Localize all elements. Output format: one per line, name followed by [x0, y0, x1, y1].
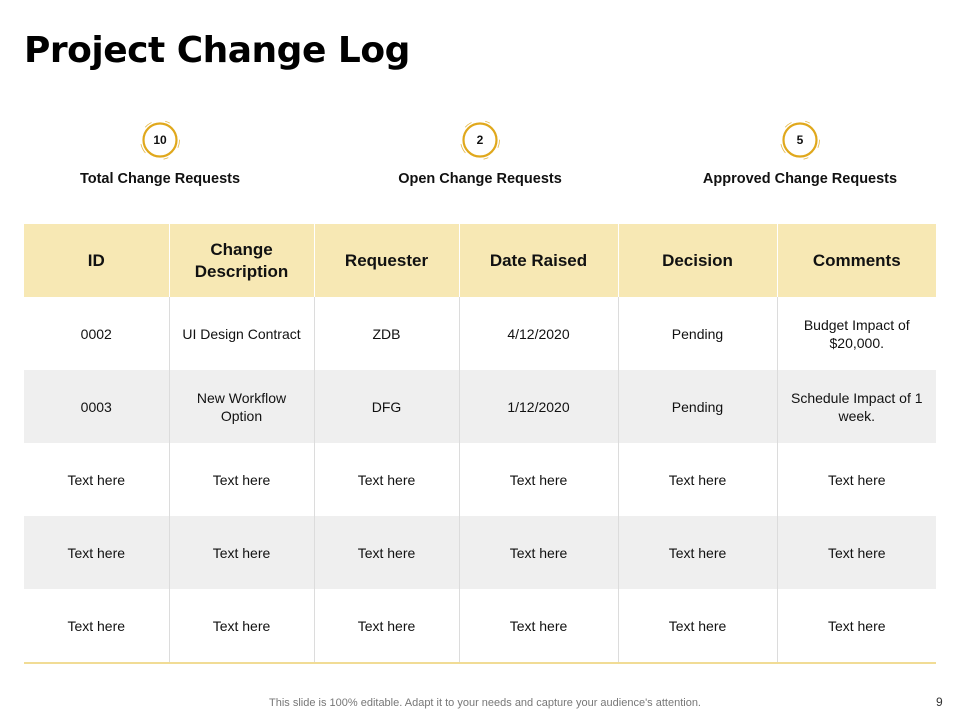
- table-cell: 0002: [24, 297, 169, 370]
- table-cell: 4/12/2020: [459, 297, 618, 370]
- circle-badge-icon: [778, 118, 822, 162]
- footer-note: This slide is 100% editable. Adapt it to your needs and capture your audience's attention.: [269, 697, 701, 709]
- table-cell: Text here: [618, 443, 777, 516]
- column-header-change-description: Change Description: [169, 224, 314, 297]
- table-cell: UI Design Contract: [169, 297, 314, 370]
- table-cell: ZDB: [314, 297, 459, 370]
- table-cell: Budget Impact of $20,000.: [777, 297, 936, 370]
- table-cell: Text here: [459, 516, 618, 589]
- table-cell: Text here: [24, 589, 169, 663]
- table-cell: Text here: [169, 443, 314, 516]
- table-cell: Text here: [314, 589, 459, 663]
- stat-total-change-requests: [0, 118, 320, 187]
- table-cell: Text here: [777, 516, 936, 589]
- table-cell: Text here: [24, 516, 169, 589]
- table-cell: Pending: [618, 297, 777, 370]
- table-cell: Pending: [618, 370, 777, 443]
- table-cell: Text here: [314, 443, 459, 516]
- stat-label: Approved Change Requests: [702, 171, 898, 187]
- stat-label: Open Change Requests: [398, 171, 562, 187]
- circle-badge-icon: [138, 118, 182, 162]
- table-cell: DFG: [314, 370, 459, 443]
- table-header-row: [24, 224, 936, 297]
- table-cell: Text here: [777, 589, 936, 663]
- table-cell: New Workflow Option: [169, 370, 314, 443]
- table-cell: Schedule Impact of 1 week.: [777, 370, 936, 443]
- column-header-date-raised: Date Raised: [459, 224, 618, 297]
- stat-value: 5: [796, 133, 804, 147]
- table-cell: Text here: [169, 589, 314, 663]
- stat-value: 2: [476, 133, 484, 147]
- column-header-comments: Comments: [777, 224, 936, 297]
- circle-badge-icon: [458, 118, 502, 162]
- table-row: [24, 370, 936, 443]
- table-cell: Text here: [777, 443, 936, 516]
- table-cell: Text here: [169, 516, 314, 589]
- table-cell: Text here: [618, 589, 777, 663]
- stat-approved-change-requests: [640, 118, 960, 187]
- page-number: 9: [936, 695, 943, 709]
- stat-label: Total Change Requests: [79, 171, 241, 187]
- table-cell: 0003: [24, 370, 169, 443]
- table-cell: Text here: [24, 443, 169, 516]
- table-cell: Text here: [459, 443, 618, 516]
- change-log-table: [24, 224, 936, 664]
- table-row: [24, 443, 936, 516]
- stat-open-change-requests: [320, 118, 640, 187]
- column-header-requester: Requester: [314, 224, 459, 297]
- table-cell: Text here: [618, 516, 777, 589]
- stat-value: 10: [153, 133, 167, 147]
- table-cell: Text here: [314, 516, 459, 589]
- page-title: Project Change Log: [24, 30, 410, 71]
- table-row: [24, 297, 936, 370]
- column-header-id: ID: [24, 224, 169, 297]
- table-row: [24, 516, 936, 589]
- column-header-decision: Decision: [618, 224, 777, 297]
- table-cell: 1/12/2020: [459, 370, 618, 443]
- table-row: [24, 589, 936, 663]
- table-cell: Text here: [459, 589, 618, 663]
